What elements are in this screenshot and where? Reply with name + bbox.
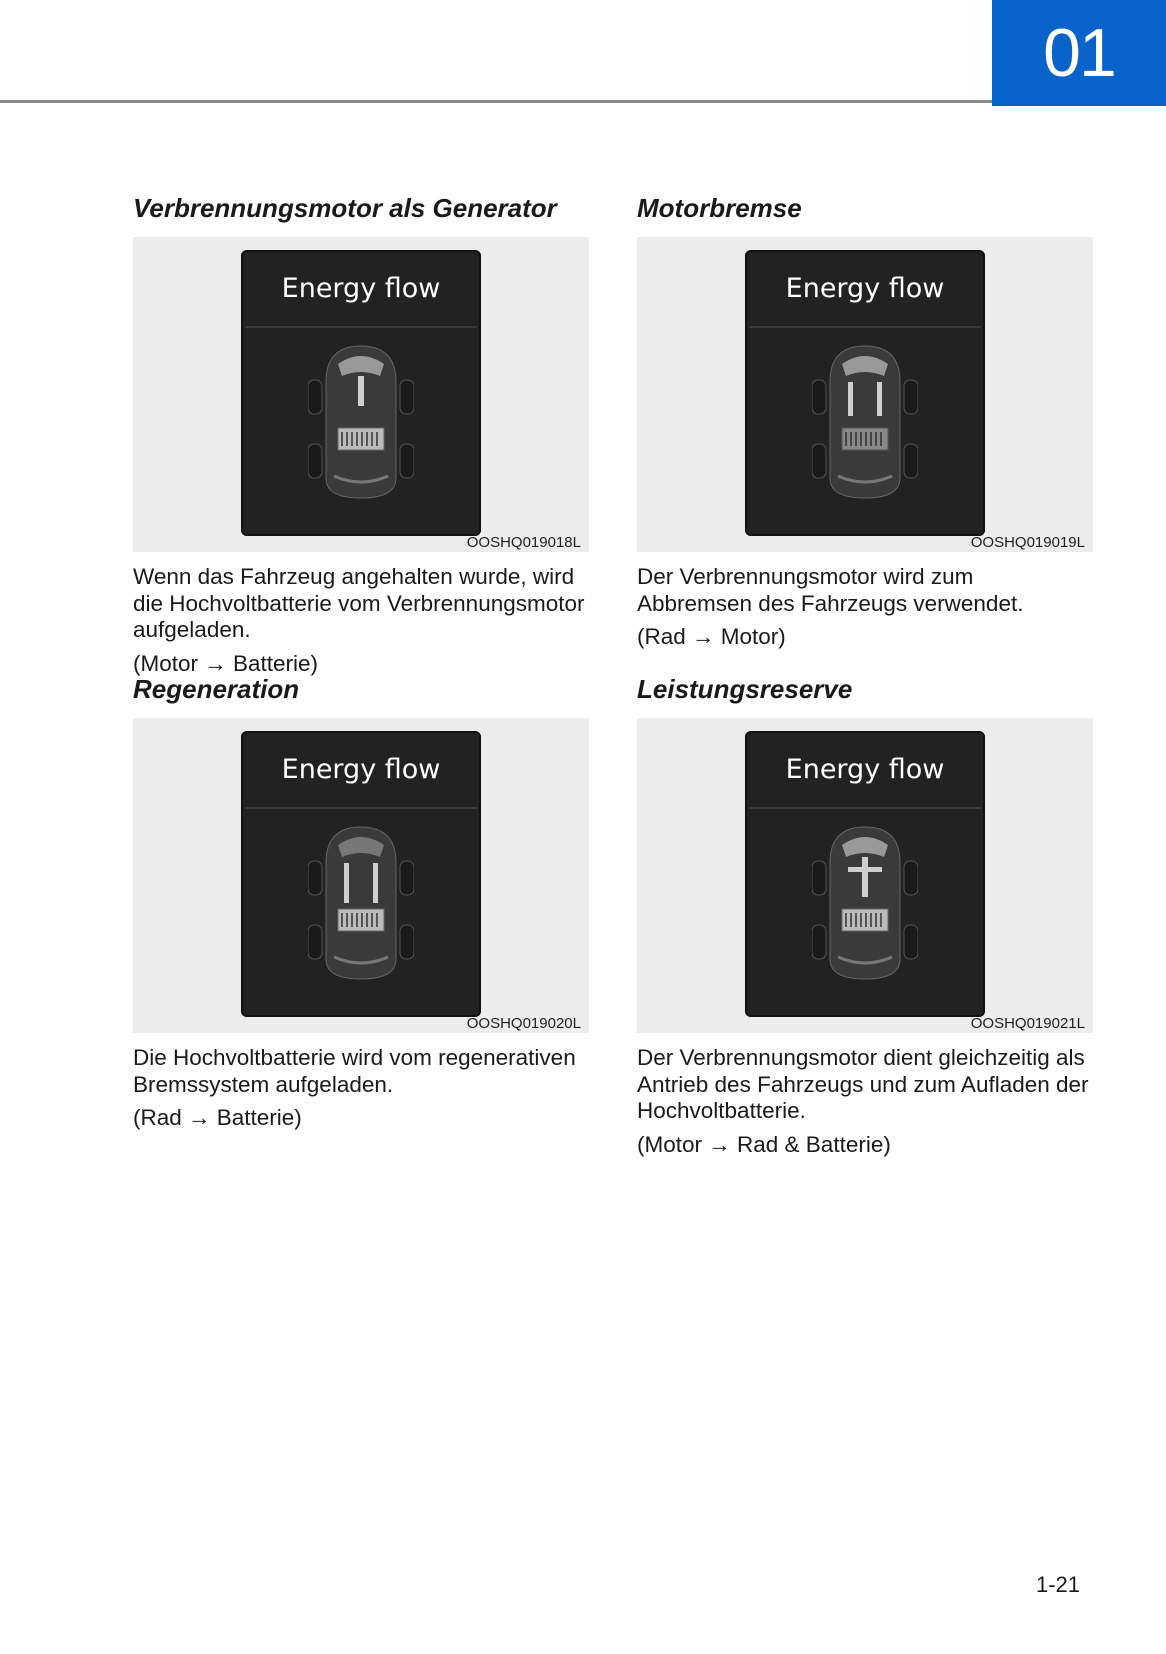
- energy-flow-figure: [637, 718, 1093, 1033]
- section-regeneration: [133, 674, 589, 1132]
- energy-flow-path: (Rad → Motor): [637, 624, 786, 649]
- car-topview-icon: [308, 342, 414, 502]
- energy-flow-path: (Motor → Batterie): [133, 650, 319, 676]
- screen-title: Energy flow: [281, 753, 441, 785]
- car-topview-icon: [308, 823, 414, 983]
- section-engine-brake: [637, 193, 1093, 651]
- energy-flow-figure: [133, 237, 589, 552]
- section-description: Die Hochvoltbatterie wird vom regenerativen Bremssystem aufgeladen.: [133, 1045, 576, 1097]
- figure-code: OOSHQ019020L: [466, 1015, 581, 1032]
- chapter-tab: 01: [992, 0, 1166, 106]
- car-topview-icon: [812, 342, 918, 502]
- screen-title: Energy flow: [281, 272, 441, 304]
- figure-code: OOSHQ019018L: [466, 534, 581, 551]
- screen-divider: [245, 807, 477, 809]
- section-heading: Motorbremse: [637, 193, 802, 223]
- cluster-screen: [241, 250, 481, 536]
- energy-flow-figure: [133, 718, 589, 1033]
- car-topview-icon: [812, 823, 918, 983]
- cluster-screen: [745, 250, 985, 536]
- screen-divider: [749, 326, 981, 328]
- screen-divider: [245, 326, 477, 328]
- cluster-screen: [241, 731, 481, 1017]
- page-number: 1-21: [1036, 1572, 1081, 1597]
- energy-flow-path: (Motor → Rad & Batterie): [637, 1131, 891, 1157]
- section-heading: Verbrennungsmotor als Generator: [133, 193, 557, 223]
- energy-flow-path: (Rad → Batterie): [133, 1105, 302, 1130]
- header-rule: [0, 100, 992, 103]
- screen-divider: [749, 807, 981, 809]
- section-power-reserve: [637, 674, 1093, 1159]
- energy-flow-figure: [637, 237, 1093, 552]
- screen-title: Energy flow: [785, 753, 945, 785]
- section-heading: Regeneration: [133, 674, 300, 704]
- screen-title: Energy flow: [785, 272, 945, 304]
- section-heading: Leistungsreserve: [637, 674, 853, 704]
- section-description: Der Verbrennungsmotor dient gleichzeitig als Antrieb des Fahrzeugs und zum Aufladen der Hochvoltbatterie.: [637, 1045, 1089, 1123]
- figure-code: OOSHQ019021L: [970, 1015, 1085, 1032]
- figure-code: OOSHQ019019L: [970, 534, 1085, 551]
- section-generator: [133, 193, 589, 678]
- section-description: Der Verbrennungsmotor wird zum Abbremsen des Fahrzeugs verwendet.: [637, 564, 1024, 616]
- section-description: Wenn das Fahrzeug angehalten wurde, wird die Hochvoltbatterie vom Verbrennungsmotor aufgeladen.: [133, 564, 585, 642]
- cluster-screen: [745, 731, 985, 1017]
